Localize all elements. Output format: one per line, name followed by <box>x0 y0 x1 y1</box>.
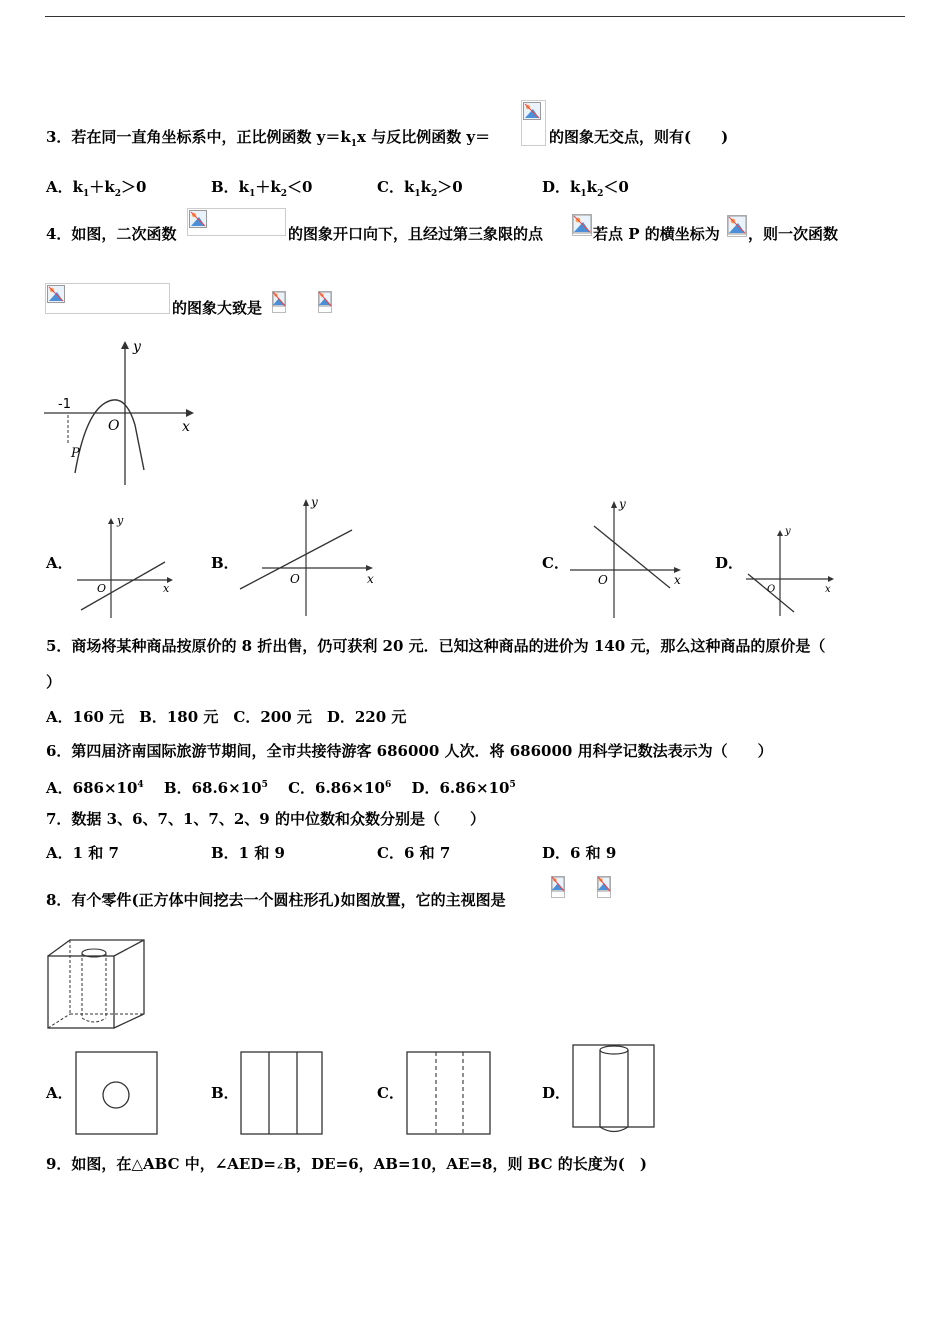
q4-option-a-graph[interactable] <box>75 512 185 622</box>
q7-option-c[interactable]: C．6 和 7 <box>377 844 451 862</box>
svg-text:y: y <box>619 497 626 511</box>
q4-point-image-icon <box>572 214 592 236</box>
q8-cube-figure <box>46 936 148 1032</box>
q4-option-d-label[interactable]: D． <box>715 554 744 572</box>
q8-option-a-label[interactable]: A． <box>46 1084 73 1102</box>
q6-text: 6．第四届济南国际旅游节期间，全市共接待游客 686000 人次．将 686000 用科学记数法表示为（ ） <box>46 742 773 760</box>
q4-text-a: 4．如图，二次函数 <box>46 225 177 243</box>
svg-text:O: O <box>598 573 608 587</box>
broken-image-icon <box>523 102 541 120</box>
label-neg1: -1 <box>58 397 71 412</box>
q3-option-a[interactable]: A．$k_1+k_2>0$ <box>46 178 147 199</box>
q3-option-b[interactable]: B．$k_1+k_2<0$ <box>211 178 313 199</box>
q5-options[interactable]: A．160 元 B．180 元 C．200 元 D．220 元 <box>46 708 407 726</box>
q8-option-a-view[interactable] <box>75 1051 159 1136</box>
q8-option-b-label[interactable]: B． <box>211 1084 239 1102</box>
q3-fraction-image-placeholder <box>521 100 546 146</box>
q4-option-b-label[interactable]: B． <box>211 554 239 572</box>
svg-text:x: x <box>163 582 170 595</box>
q4-option-c-graph[interactable] <box>566 496 691 621</box>
q7-text: 7．数据 3、6、7、1、7、2、9 的中位数和众数分别是（ ） <box>46 810 485 828</box>
svg-text:x: x <box>367 572 374 586</box>
q4-text-e: 的图象大致是 <box>172 299 263 317</box>
label-y: y <box>133 339 141 355</box>
label-p: P <box>71 446 80 461</box>
q4-image-icon-2 <box>318 291 332 313</box>
q8-option-c-label[interactable]: C． <box>377 1084 404 1102</box>
svg-text:y: y <box>311 495 318 509</box>
q4-option-d-graph[interactable] <box>742 524 842 619</box>
q4-parabola-figure <box>40 335 200 490</box>
q8-text: 8．有个零件(正方体中间挖去一个圆柱形孔)如图放置，它的主视图是 <box>46 891 506 909</box>
q3-text-end: 的图象无交点，则有( ) <box>549 128 729 146</box>
label-origin: O <box>108 418 120 434</box>
q4-quadratic-image-placeholder <box>187 208 286 236</box>
q7-option-a[interactable]: A．1 和 7 <box>46 844 119 862</box>
q4-text-c: 若点 P 的横坐标为 <box>593 225 720 243</box>
broken-image-icon <box>47 285 65 303</box>
svg-text:O: O <box>290 572 300 586</box>
q8-option-d-view[interactable] <box>572 1044 656 1136</box>
q7-option-d[interactable]: D．6 和 9 <box>542 844 617 862</box>
svg-text:y: y <box>785 526 791 537</box>
q8-image-icon-1 <box>551 876 565 898</box>
q4-option-a-label[interactable]: A． <box>46 554 73 572</box>
q5-text: 5．商场将某种商品按原价的 8 折出售，仍可获利 20 元．已知这种商品的进价为 140 元，那么这种商品的原价是（ <box>46 637 826 655</box>
q4-image-icon-1 <box>272 291 286 313</box>
q4-linear-image-placeholder <box>45 283 170 314</box>
parabola-curve <box>75 400 144 473</box>
q5-text-end: ） <box>46 673 62 691</box>
q8-option-d-label[interactable]: D． <box>542 1084 571 1102</box>
y-axis-arrow <box>121 341 129 349</box>
x-axis-arrow <box>186 409 194 417</box>
svg-text:x: x <box>674 573 681 587</box>
q4-option-c-label[interactable]: C． <box>542 554 569 572</box>
q8-image-icon-2 <box>597 876 611 898</box>
q4-option-b-graph[interactable] <box>236 494 381 619</box>
svg-text:O: O <box>767 584 776 595</box>
q6-options[interactable]: A．$686\times 10^4$ B．$68.6\times 10^5$ C．$6.86\times 10^6$ D．$6.86\times 10^5$ <box>46 779 516 797</box>
broken-image-icon <box>189 210 207 228</box>
q3-option-d[interactable]: D．$k_1k_2<0$ <box>542 178 629 199</box>
q8-option-c-view[interactable] <box>406 1051 492 1136</box>
q3-text: 3．若在同一直角坐标系中，正比例函数 $y=k_1x$ 与反比例函数 y＝ <box>46 128 491 149</box>
svg-text:x: x <box>825 584 831 595</box>
q3-option-c[interactable]: C．$k_1k_2>0$ <box>377 178 463 199</box>
svg-text:y: y <box>117 514 124 527</box>
header-rule <box>45 16 905 17</box>
q4-text-b: 的图象开口向下，且经过第三象限的点 <box>288 225 544 243</box>
q8-option-b-view[interactable] <box>240 1051 324 1136</box>
q4-abscissa-image-icon <box>727 215 747 237</box>
q4-text-d: ，则一次函数 <box>748 225 839 243</box>
q7-option-b[interactable]: B．1 和 9 <box>211 844 285 862</box>
svg-text:O: O <box>97 582 107 595</box>
q9-text: 9．如图，在△ABC 中，∠AED=∠B，DE=6，AB=10，AE=8，则 BC 的长度为( ) <box>46 1155 647 1173</box>
label-x: x <box>182 419 190 435</box>
